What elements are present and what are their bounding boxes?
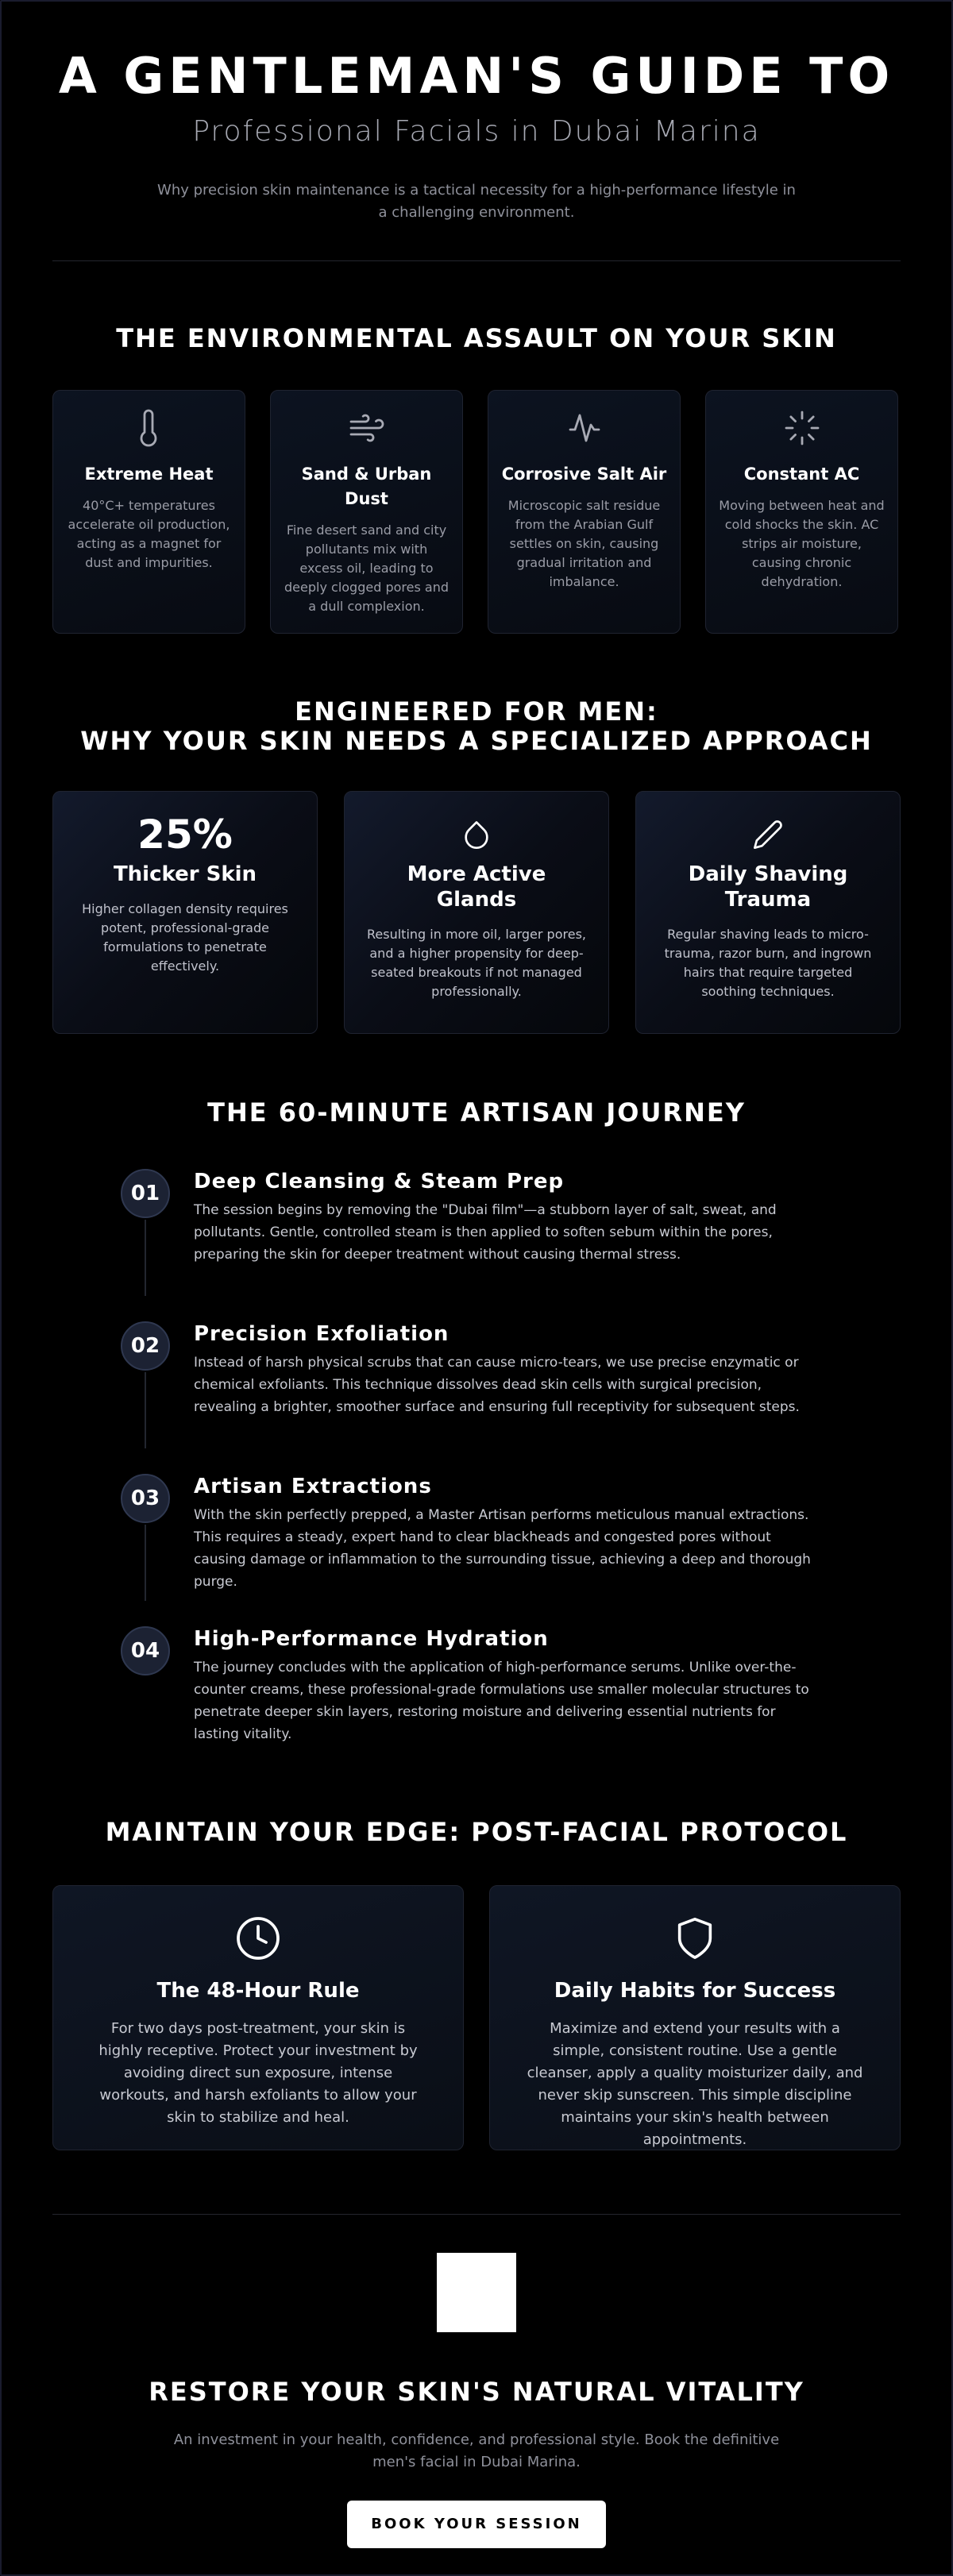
protocol-card-text: For two days post-treatment, your skin is highly receptive. Protect your investment by avoiding direct sun exposure, intense workouts, and harsh exfoliants to allow your skin to stabilize and heal. [98,2020,418,2126]
book-session-button[interactable]: BOOK YOUR SESSION [347,2501,606,2548]
protocol-card-title: The 48-Hour Rule [156,1979,360,2003]
shield-icon [525,1913,865,1964]
step-number: 02 [121,1321,170,1371]
env-card-text: Moving between heat and cold shocks the skin. AC strips air moisture, causing chronic dehydration. [719,498,885,589]
protocol-card-text: Maximize and extend your results with a simple, consistent routine. Use a gentle cleanser, apply a quality moisturizer daily, and never skip sunscreen. This simple discipline maintains your skin's health between appointments. [527,2020,863,2148]
step-title: High-Performance Hydration [194,1627,549,1651]
hero-intro: Why precision skin maintenance is a tactical necessity for a high-performance lifestyle in a challenging environment. [157,182,796,221]
journey-step [121,1474,901,1626]
environment-section [52,323,901,634]
page-title: A GENTLEMAN'S GUIDE TO [58,47,895,105]
cta-section [52,2253,901,2548]
section-title [52,697,901,756]
journey-step [121,1626,901,1769]
protocol-card-title: Daily Habits for Success [554,1979,836,2003]
thermometer-icon [66,408,232,448]
step-number: 04 [121,1626,170,1676]
env-card-dust [270,390,463,634]
journey-step [121,1169,901,1321]
protocol-card-daily-habits [489,1885,901,2150]
env-card-title: Corrosive Salt Air [501,465,667,484]
step-connector [145,1525,146,1601]
step-text: Instead of harsh physical scrubs that can cause micro-tears, we use precise enzymatic or chemical exfoliants. This technique dissolves dead skin cells with surgical precision, revealing a brighter, smoother surface and ensuring full receptivity for subsequent steps. [194,1355,800,1415]
loader-icon [719,408,885,448]
step-number: 01 [121,1169,170,1218]
clock-icon [88,1913,428,1964]
men-card-title: Daily Shaving Trauma [688,862,848,912]
men-card-title: Thicker Skin [113,862,257,886]
section-title: THE 60-MINUTE ARTISAN JOURNEY [207,1097,746,1128]
env-card-text: 40°C+ temperatures accelerate oil production, acting as a magnet for dust and impurities. [68,498,230,570]
step-connector [145,1220,146,1296]
protocol-card-48-hour [52,1885,464,2150]
step-number: 03 [121,1474,170,1523]
step-title: Deep Cleansing & Steam Prep [194,1170,565,1194]
men-section [52,697,901,1034]
journey-section [52,1097,901,1769]
men-card-thicker-skin [52,791,318,1034]
wind-icon [284,408,449,448]
step-text: With the skin perfectly prepped, a Master Artisan performs meticulous manual extractions. This requires a steady, expert hand to clear blackheads and congested pores without causing damage or inflammation to the surrounding tissue, achieving a deep and thorough purge. [194,1507,811,1590]
logo-placeholder [437,2253,516,2332]
env-card-title: Constant AC [743,465,860,484]
env-card-title: Extreme Heat [84,465,214,484]
men-card-text: Higher collagen density requires potent, professional-grade formulations to penetrate effectively. [82,901,288,974]
step-title: Precision Exfoliation [194,1322,449,1346]
page-subtitle: Professional Facials in Dubai Marina [192,115,761,148]
env-card-heat [52,390,245,634]
men-card-title: More Active Glands [407,862,546,912]
protocol-section [52,1817,901,2150]
page-content [52,0,901,2548]
men-card-shaving [635,791,901,1034]
cta-text: An investment in your health, confidence, and professional style. Book the definitive men's facial in Dubai Marina. [173,2431,780,2470]
razor-icon [657,812,879,857]
section-title: MAINTAIN YOUR EDGE: POST-FACIAL PROTOCOL [105,1817,848,1847]
stat-value: 25% [137,812,233,858]
men-card-text: Regular shaving leads to micro-trauma, razor burn, and ingrown hairs that require targeted soothing techniques. [664,927,872,999]
men-card-text: Resulting in more oil, larger pores, and a higher propensity for deep-seated breakouts if not managed professionally. [367,927,586,999]
divider [52,2214,901,2215]
env-card-text: Fine desert sand and city pollutants mix with excess oil, leading to deeply clogged pores and a dull complexion. [284,523,449,614]
droplet-icon [365,812,588,857]
section-title-line1: ENGINEERED FOR MEN: [295,696,658,727]
env-card-salt [488,390,681,634]
env-card-ac [705,390,898,634]
env-card-title: Sand & Urban Dust [301,465,432,508]
env-card-text: Microscopic salt residue from the Arabian Gulf settles on skin, causing gradual irritation and imbalance. [507,498,661,589]
step-text: The session begins by removing the "Dubai film"—a stubborn layer of salt, sweat, and pollutants. Gentle, controlled steam is then applied to soften sebum within the pores, preparing the skin for deeper treatment without causing thermal stress. [194,1202,777,1263]
cta-title: RESTORE YOUR SKIN'S NATURAL VITALITY [149,2377,804,2407]
hero-section [52,0,901,224]
divider [52,260,901,261]
activity-icon [501,408,667,448]
step-title: Artisan Extractions [194,1475,432,1498]
men-card-glands [344,791,609,1034]
journey-step [121,1321,901,1474]
step-text: The journey concludes with the application of high-performance serums. Unlike over-the-counter creams, these professional-grade formulations use smaller molecular structures to penetrate deeper skin layers, restoring moisture and delivering essential nutrients for lasting vitality. [194,1660,809,1742]
section-title-line2: WHY YOUR SKIN NEEDS A SPECIALIZED APPROACH [80,726,873,756]
step-connector [145,1372,146,1448]
section-title: THE ENVIRONMENTAL ASSAULT ON YOUR SKIN [116,323,837,353]
